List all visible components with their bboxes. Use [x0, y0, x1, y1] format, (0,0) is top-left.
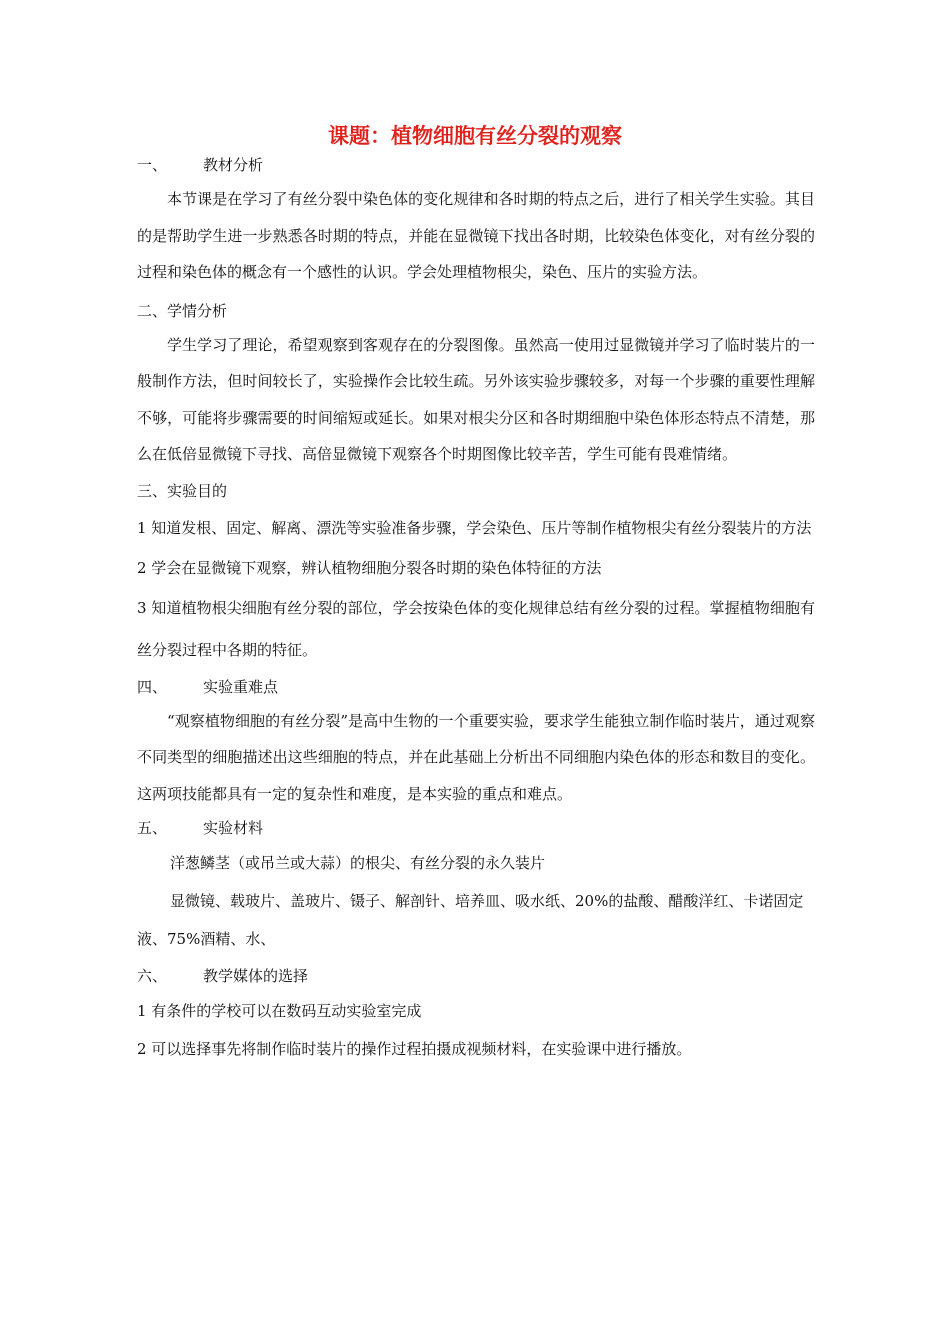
section-5-number: 五、 [137, 819, 168, 837]
section-6-number: 六、 [137, 967, 168, 985]
section-4-title: 实验重难点 [203, 677, 279, 696]
objective-item-1: 1 知道发根、固定、解离、漂洗等实验准备步骤，学会染色、压片等制作植物根尖有丝分裂装片的方法 [137, 518, 812, 537]
section-1-paragraph: 本节课是在学习了有丝分裂中染色体的变化规律和各时期的特点之后，进行了相关学生实验。其目的是帮助学生进一步熟悉各时期的特点，并能在显微镜下找出各时期，比较染色体变化，对有丝分裂的过程和染色体的概念有一个感性的认识。学会处理植物根尖，染色、压片的实验方法。 [137, 190, 815, 281]
section-5-title: 实验材料 [203, 819, 264, 837]
document-body [137, 149, 815, 1068]
section-6-title: 教学媒体的选择 [203, 967, 309, 985]
media-item-1: 1 有条件的学校可以在数码互动实验室完成 [137, 1002, 422, 1020]
document-title: 课题：植物细胞有丝分裂的观察 [328, 124, 622, 148]
section-3-heading: 三、实验目的 [137, 481, 228, 500]
section-1-number: 一、 [137, 156, 168, 174]
objective-item-2: 2 学会在显微镜下观察，辨认植物细胞分裂各时期的染色体特征的方法 [137, 558, 602, 577]
materials-line-2: 显微镜、载玻片、盖玻片、镊子、解剖针、培养皿、吸水纸、20%的盐酸、醋酸洋红、卡诺固定液、75%酒精、水、 [137, 892, 804, 948]
media-item-2: 2 可以选择事先将制作临时装片的操作过程拍摄成视频材料，在实验课中进行播放。 [137, 1040, 692, 1058]
section-4-number: 四、 [137, 677, 168, 696]
section-6-heading [137, 960, 815, 992]
section-1-heading [137, 149, 815, 181]
section-2-heading: 二、学情分析 [137, 301, 228, 320]
section-4-paragraph: “观察植物细胞的有丝分裂”是高中生物的一个重要实验，要求学生能独立制作临时装片，通过观察不同类型的细胞描述出这些细胞的特点，并在此基础上分析出不同细胞内染色体的形态和数目的变化。这两项技能都具有一定的复杂性和难度，是本实验的重点和难点。 [137, 711, 815, 803]
section-1-title: 教材分析 [203, 156, 264, 174]
section-5-heading [137, 812, 815, 844]
materials-line-1: 洋葱鳞茎（或吊兰或大蒜）的根尖、有丝分裂的永久装片 [170, 854, 546, 872]
section-2-paragraph: 学生学习了理论，希望观察到客观存在的分裂图像。虽然高一使用过显微镜并学习了临时装片的一般制作方法，但时间较长了，实验操作会比较生疏。另外该实验步骤较多，对每一个步骤的重要性理解不够，可能将步骤需要的时间缩短或延长。如果对根尖分区和各时期细胞中染色体形态特点不清楚，那么在低倍显微镜下寻找、高倍显微镜下观察各个时期图像比较辛苦，学生可能有畏难情绪。 [137, 335, 815, 463]
section-4-heading [137, 671, 815, 703]
objective-item-3: 3 知道植物根尖细胞有丝分裂的部位，学会按染色体的变化规律总结有丝分裂的过程。掌握植物细胞有丝分裂过程中各期的特征。 [137, 598, 815, 659]
